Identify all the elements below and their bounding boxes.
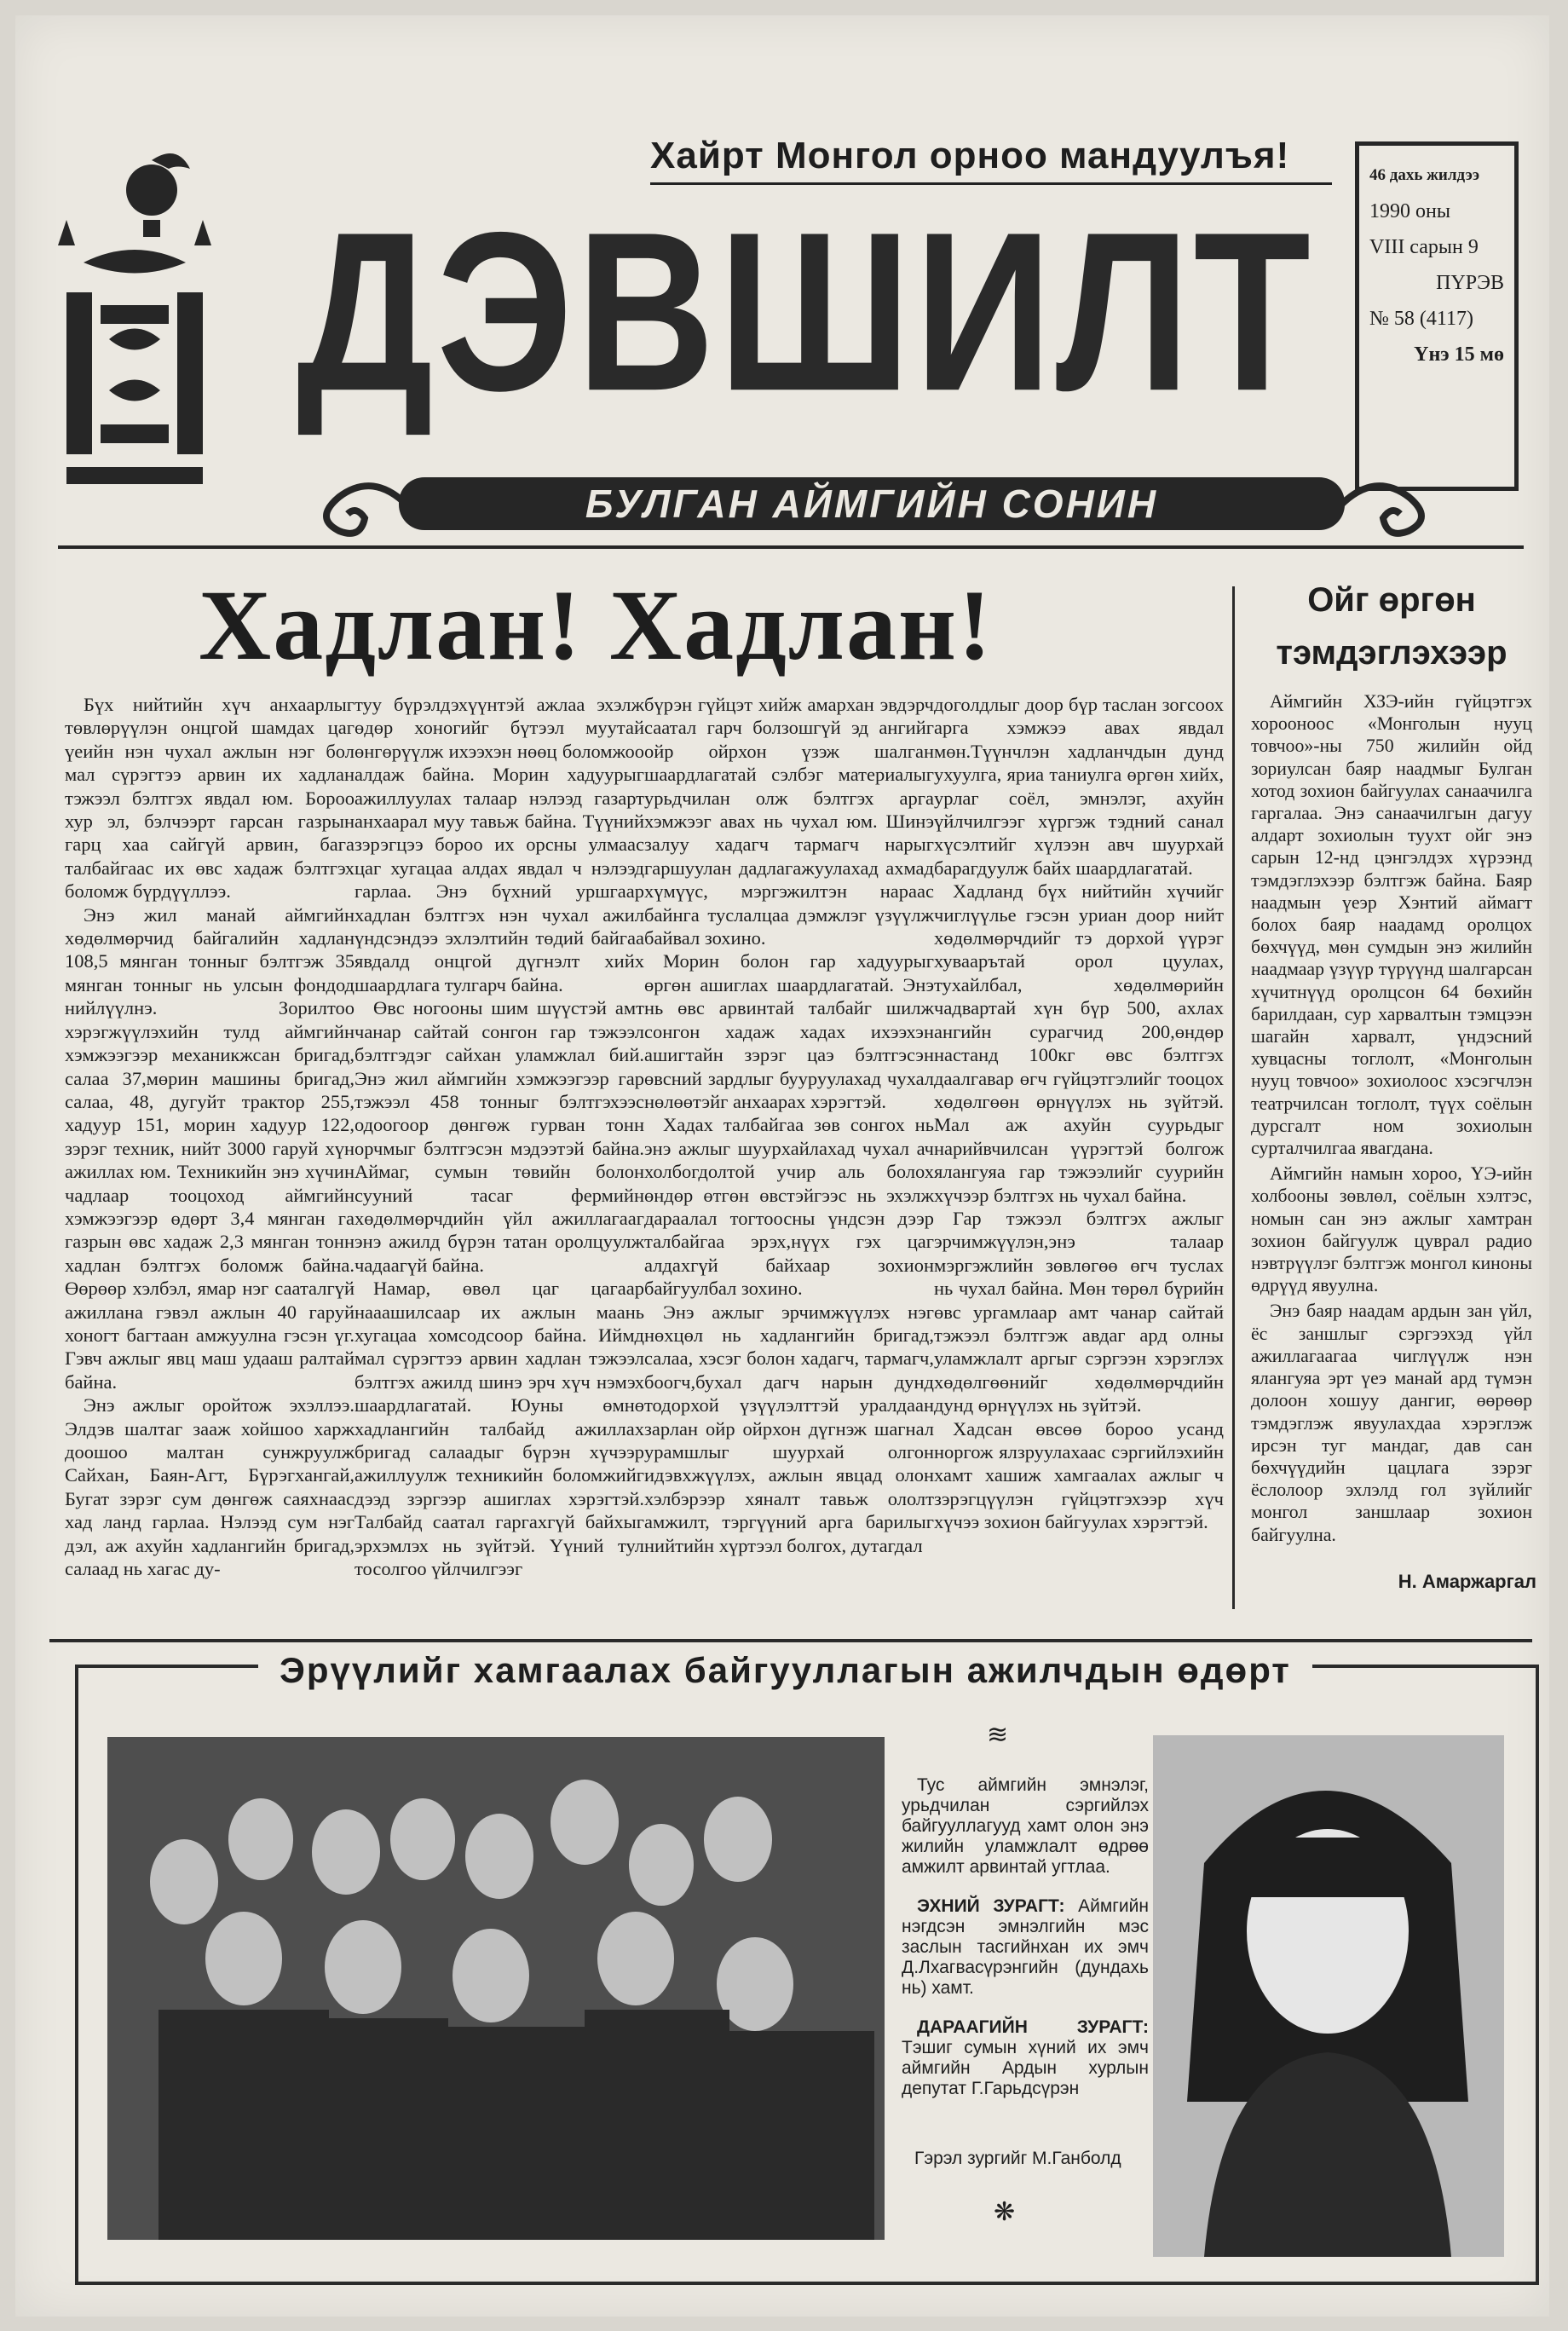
masthead-slogan: Хайрт Монгол орноо мандуулъя! [650, 135, 1332, 185]
article-column-2 [355, 693, 644, 1580]
sidebar-paragraph: Аймгийн ХЗЭ-ийн гүйцэтгэх хорооноос «Монголын нууц товчоо»-ны 750 жилийн ойд зориулсан баяр наадмыг Булган хотод зохион байгуулах санаачилга гаргалаа. Энэ санаачилгын дагуу алдарт зохиолын туухт ойг энэ сарын 12-нд цэнгэлдэх хүрээнд тэмдэглэхээр бэлтгэж байна. Баяр наадмын үеэр Хэнтий аймагт болох баяр наадамд оролцох бөхчүүд, мөн сумдын энэ жилийн наадмаар үзүүр түрүүнд шалгарсан хүчитнүүд оролцсон 64 бөхийн барилдаан, сур харвалтын тэмцээн шагайн харвалт, үндэсний хувцасны тоглолт, «Монголын нууц товчоо» зохиолоос хэсэгчлэн театрчилсан тоглолт, түүх соёлын дурсгалт ном зохиолын сурталчилгаа явагдана. [1251, 691, 1532, 1159]
issue-weekday: ПҮРЭВ [1436, 272, 1504, 294]
photo-caption [902, 1775, 1149, 2118]
sidebar-divider [1232, 586, 1235, 1609]
sidebar-paragraph: Аймгийн намын хороо, ҮЭ-ийн холбооны зөвлөл, соёлын хэлтэс, номын сан энэ ажлыг хамтран зохион байгуулж цуврал радио нэвтрүүлэг бэлтгэж монгол киноны өдрүүд явуулна. [1251, 1163, 1532, 1296]
soyombo-emblem-icon [49, 143, 220, 510]
article-column-4 [934, 693, 1224, 1534]
publication-year-count: 46 дахь жилдээ [1369, 166, 1480, 184]
newspaper-subtitle: БУЛГАН АЙМГИЙН СОНИН [585, 482, 1159, 526]
group-photo [107, 1737, 885, 2240]
caption-second-label: ДАРААГИЙН ЗУРАГТ: [917, 2017, 1149, 2037]
portrait-figure [1153, 1735, 1504, 2257]
newspaper-title: ДЭВШИЛТ [297, 184, 1314, 438]
sidebar-headline-line1: Ойг өргөн [1307, 581, 1476, 619]
photo-section-title: Эрүүлийг хамгаалах байгууллагын ажилчдын өдөрт [258, 1650, 1312, 1691]
issue-number: № 58 (4117) [1369, 308, 1473, 330]
sidebar-paragraph: Энэ баяр наадам ардын зан үйл, ёс заншлыг сэргээхэд үйл ажиллагаагаа чиглүүлж нэн ялангуяа эрт үеэ манай ард түмэн долоон хошуу дангиг, өөрөөр тэмдэглэж явуулахдаа хэрэглэж ирсэн туг мандаг, дав сан бөхчүүдийн цацлага зэрэг ёслолоор эхлэлд гол зүйлийг монгол заншлаар зохион байгуулна. [1251, 1301, 1532, 1545]
caption-first-text: Аймгийн нэгдсэн эмнэлгийн мэс заслын тасгийнхан их эмч Д.Лхагвасүрэнгийн (дундахь нь) хамт. [902, 1896, 1149, 1998]
caption-first-photo [902, 1896, 1149, 1999]
caption-second-text: Тэшиг сумын хүний их эмч аймгийн Ардын хурлын депутат Г.Гарьдсүрэн [902, 2038, 1149, 2098]
issue-date: VIII сарын 9 [1369, 236, 1479, 258]
article-paragraph: Өвс ногооны шим шүүстэй амт чанар сайтай сонгон гар тэжээл бэлтгэдэг сайхан уламжлал бий. Энэ жил аймгийн хэмжээгээр гар тэжээл 458 тонныг бэлтгэхээс одоогоор дөнгөж гурван тонн орчмыг бэлтгэсэн мэдээтэй байна. Аймаг, сумын төвийн болон сууний тасаг фермийн хөдөлмөрчдийн үйл ажиллагааг энэ ажилд бүрэн татан оролцуулж чадаагүй байна. [355, 997, 644, 1276]
article-paragraph: Энэ ажлыг оройтож эхэллээ. Элдэв шалтаг зааж хойшоо харж доошоо малтан сунжруулж Сайхан, Баян-Агт, Бүрэгхангай, Бугат зэрэг сум дөнгөж саяхнаас хад ланд гарлаа. Нэлээд сум нэг дэл, аж ахуйн хадлангийн бригад, салаад нь хагас ду- [65, 1394, 355, 1580]
issue-price: Үнэ 15 мө [1414, 343, 1504, 366]
article-paragraph: Хадах талбайгаа зөв сонгох нь энэ ажлыг шуурхайлахад чухал ач холбогдолтой учир аль болох өндөр өтгөн өвстэйгээс нь эхэлж дараалал тогтоосны үндсэн дээр талбайгаа эрэх,нүүх гэх цаг алдахгүй байхаар зохион байгуулбал зохино. [644, 1114, 934, 1300]
article-paragraph: Энэ жил манай аймгийн хөдөлмөрчид байгалийн хадлан 108,5 мянган тонныг бэлтгэж 35 мянган тонныг нь улсын фондод нийлүүлнэ. Зорилтоо хэрэгжүүлэхийн тулд аймгийн хэмжээгээр механикжсан бригад, салаа 37,мөрин машины бригад, салаа, 48, дугуйт трактор 255, хадуур 151, морин хадуур 122, зэрэг техник, нийт 3000 гаруй хүн ажиллах юм. Техникийн энэ хүчин чадлаар тооцоход аймгийн хэмжээгээр өдөрт 3,4 мянган га газрын өвс хадаж 2,3 мянган тонн хадлан бэлтгэх боломж байна. Өөрөөр хэлбэл, ямар нэг сааталгүй ажиллана гэвэл ажлын 40 гаруй хоногт багтаан амжуулна гэсэн үг. Гэвч ажлыг явц маш удааш ралтай байна. [65, 903, 355, 1393]
article-paragraph: Морин болон гар хадуурыг өргөн ашиглах шаардлагатай. Энэ нь өвс арвинтай талбайг шилж сонгон хадаж хадах ихээхэн ашигтайн зэрэг цаэ бэлтгэсэн өвсний зардлыг бууруулахад чухал нөлөөтэйг анхаарах хэрэгтэй. [644, 950, 934, 1112]
newspaper-page [15, 15, 1549, 2317]
portrait-photo [1153, 1735, 1504, 2257]
ornament-bottom-icon: ❋ [994, 2198, 1016, 2226]
caption-intro: Тус аймгийн эмнэлэг, урьдчилан сэргийлэх байгууллагууд хамт олон энэ жилийн уламжлалт өдрөө амжилт арвинтай угтлаа. [902, 1775, 1149, 1877]
section-rule [49, 1639, 1532, 1642]
article-paragraph: бүрэн гүйцэт хийж амархан эвдэрч саатал гарч болзошгүй эд ангийг ойр ойрхон үзэж шалган шаардлагатай сэлбэг материалыг урьдчилан олж бэлтгэх арга хэмжээг авах нь чухал юм. Шинэ залуу хадагч тармагч нарыг гаршуулан дадлагажуулахад ахмад хүмүүс, мэргэжилтэн нараас байнга туслалцаа дэмжлэг үзүүлж байвал зохино. [644, 694, 934, 949]
photo-credit: Гэрэл зургийг М.Ганболд [914, 2149, 1121, 2168]
issue-info-box [1355, 141, 1519, 491]
caption-second-photo [902, 2017, 1149, 2099]
group-photo-figures [107, 1737, 885, 2240]
article-paragraph: Гар тэжээл бэлтгэх ажлыг эрчимжүүлэн,энэ талаар мэргэжлийн зөвлөгөө өгч туслах нь чухал байна. Мөн төрөл бүрийн өвс ургамлаар амт чанар сайтай тэжээл бэлтгэж авдаг ард олны уламжлалт аргыг сэргээн хэрэглэх хөдөлгөөнийг хөдөлмөрчдийн дунд өрнүүлэх нь зүйтэй. [934, 1207, 1224, 1416]
sidebar-column [1251, 690, 1532, 1549]
sidebar-headline [1251, 574, 1532, 679]
subtitle-band [399, 477, 1345, 530]
sidebar-byline: Н. Амаржаргал [1398, 1571, 1536, 1592]
article-paragraph: Бүх нийтийн хүч анхаарлыг төвлөрүүлэн онцгой шамдах цаг үеийн нэн чухал ажлын нэг бол мал сүрэгтээ арвин их хадлан тэжээл бэлтгэх явдал юм. Бороо хур эл, бэлчээрт гарсан газрын гарц хаа сайгүй арвин, бага талбайгаас их өвс хадаж бэлтгэх боломж бүрдүүллээ. [65, 694, 355, 903]
article-column-3 [644, 693, 934, 1557]
ornament-left-icon [305, 467, 407, 544]
article-paragraph: доголдлыг доор бүр таслан зогсоох арга хэмжээ авах явдал мөн.Түүнчлэн хадланчдын дунд ухуулга, яриа таниулга өргөн хийх, урлаг соёл, эмнэлэг, ахуйн үйлчилгээг хүргэж тэдний санал хүсэлтийг хүлээн авч шуурхай барагдуулж байх шаардлагатай. [934, 694, 1224, 879]
caption-first-label: ЭХНИЙ ЗУРАГТ: [917, 1896, 1065, 1916]
main-headline: Хадлан! Хадлан! [199, 569, 994, 681]
article-paragraph: Хадланд бүх нийтийн хүчийг чиглүүлье гэсэн уриан доор нийт хөдөлмөрчдийг тэ дорхой үүрэг хуваарътай орол цуулах, тухайлбал, хөдөлмөрийн чадвартай хүн бүр 500, ахлах ангийн сурагчид 200,өндөр настанд 100кг өвс бэлтгэх даалгавар өгч гүйцэтгэлийг тооцох хөдөлгөөн өрнүүлэх нь зүйтэй. Мал аж ахуйн суурьдыг нарийвчилсан үүрэгтэй болгож ялангуяа гар тэжээлийг суурийн хүчээр бэлтгэх нь чухал байна. [934, 880, 1224, 1206]
sidebar-headline-line2: тэмдэглэхээр [1276, 634, 1507, 672]
article-paragraph: туу бүрэлдэхүүнтэй ажлаа эхэлж өдөр хоногийг бүтээл муутай өнгөрүүлж ихээхэн нөөц боломжоо алдаж байна. Морин хадуурыг ажиллуулах талаар нэлээд газарт анхаарал муу тавьж байна. Түүний зэрэгцээ бороо их орсны улмаас цаг хугацаа алдах явдал ч нэлээд гарлаа. Энэ бүхний уршгаар хадлан бэлтгэх нэн чухал ажил үндсэндээ эхлэлтийн төдий байгаа явдалд онцгой дүгнэлт хийх шаардлага тулгарч байна. [355, 694, 644, 995]
masthead-rule [58, 545, 1524, 549]
article-paragraph: Энэ ажлыг эрчимжүүлэх нэг нөхцөл нь хадлангийн бригад, салаа, хэсэг болон хадагч, тармагч, боогч,бухал дагч нарын дунд тодорхой үзүүлэлттэй уралдаан зарлан ойр ойрхон дүгнэж шагнал урамшлыг шуурхай олгон идэвхжүүлэх, ажлын явцад олон хэлбэрээр хяналт тавьж ололт амжилт, тэргүүний арга барилыг нийтийн хүртээл болгох, дутагдал [644, 1301, 934, 1556]
article-paragraph: Хадсан өвсөө бороо усанд норгож ялзруулахаас сэргийлэхийн хамт хашиж хамгаалах ажлыг ч зэрэгцүүлэн гүйцэтгэхээр хүч хүчээ зохион байгуулах хэрэгтэй. [934, 1417, 1224, 1533]
article-column-1 [65, 693, 355, 1580]
article-paragraph: Намар, өвөл цаг цагаар нааашилсаар их ажлын маань хугацаа хомсодсоор байна. Иймд мал сүрэгтээ арвин хадлан тэжээл бэлтгэх ажилд шинэ эрч хүч нэмэх шаардлагатай. Юуны өмнө хадлангийн талбайд ажиллах бригад салаадыг бүрэн хүчээр ажиллуулж техникийн боломжийг дээд зэргээр ашиглах хэрэгтэй. Талбайд саатал гаргахгүй байхыг эрхэмлэх нь зүйтэй. Үүний тул тосолгоо үйлчилгээг [355, 1278, 644, 1580]
ornament-top-icon: ≋ [987, 1721, 1009, 1749]
issue-year: 1990 оны [1369, 200, 1450, 222]
